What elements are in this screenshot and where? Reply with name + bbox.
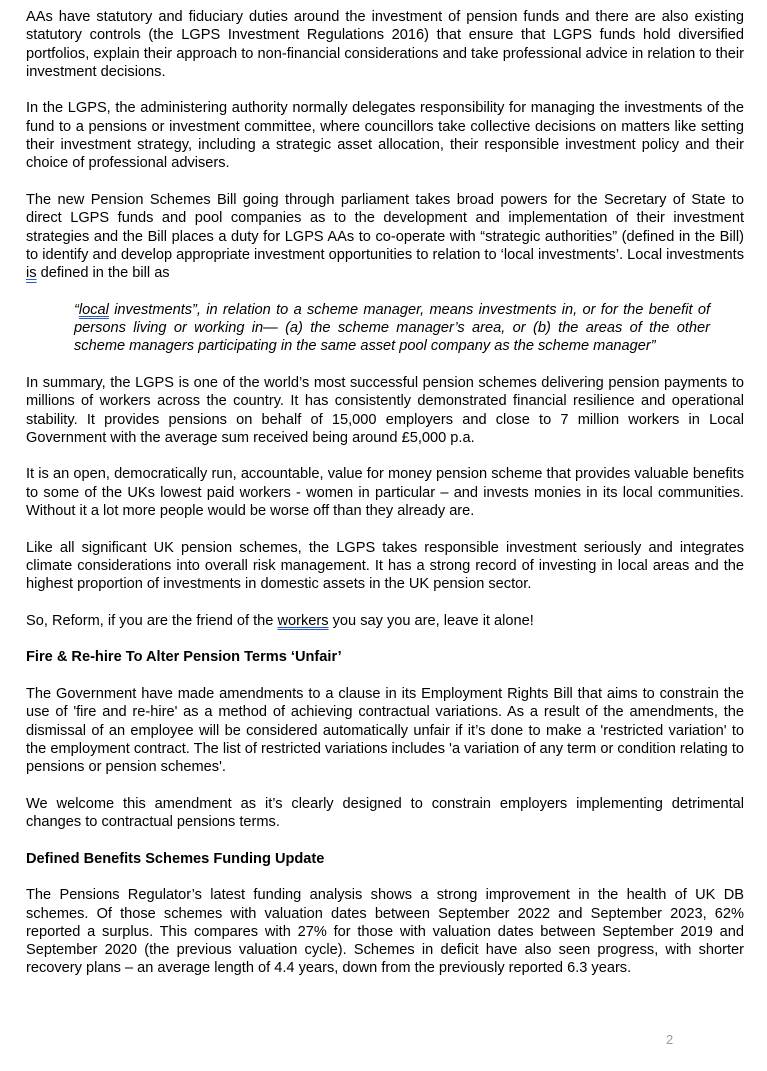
quote-text: investments”, in relation to a scheme manager, means investments in, or for the benefit of persons living or working in— (a) the scheme manager’s area, or (b) the areas of the other scheme managers participating in the same asset pool company as the scheme manager”	[74, 301, 710, 355]
quote-open-mark: “	[74, 301, 79, 318]
local-investments-definition-quote	[74, 301, 710, 356]
paragraph-statutory-duties: AAs have statutory and fiduciary duties around the investment of pension funds and there are also existing statutory controls (the LGPS Investment Regulations 2016) that ensure that LGPS funds hold diversified portfolios, explain their approach to non-financial considerations and take professional advice in relation to their investment decisions.	[26, 9, 744, 80]
paragraph-lgps-committees: In the LGPS, the administering authority normally delegates responsibility for managing the investments of the fund to a pensions or investment committee, where councillors take collective decisions on matters like setting their investment strategy, including a strategic asset allocation, their responsible investment policy and their choice of professional advisers.	[26, 100, 744, 172]
reform-text-part-2: you say you are, leave it alone!	[328, 612, 534, 629]
heading-db-funding-update: Defined Benefits Schemes Funding Update	[26, 850, 325, 867]
document-page	[26, 8, 744, 996]
proofing-marked-word-local: local	[78, 301, 109, 318]
paragraph-employment-rights-bill: The Government have made amendments to a clause in its Employment Rights Bill that aims to constrain the use of 'fire and re-hire' as a method of achieving contractual variations. As a result of the amendments, the dismissal of an employee will be considered automatically unfair if it’s done to make a 'restricted variation' to the employment contract. The list of restricted variations includes 'a variation of any term or condition relating to pensions or pension schemes'.	[26, 685, 744, 776]
heading-fire-and-rehire: Fire & Re-hire To Alter Pension Terms ‘Unfair’	[26, 649, 342, 666]
page-number: 2	[666, 1032, 674, 1047]
reform-text-part-1: So, Reform, if you are the friend of the	[26, 612, 278, 629]
bill-text-part-1: The new Pension Schemes Bill going through parliament takes broad powers for the Secretary of State to direct LGPS funds and pool companies as to the development and implementation of their investment strategies and the Bill places a duty for LGPS AAs to co-operate with “strategic authorities” (defined in the Bill) to identify and develop appropriate investment opportunities to relation to ‘local investments’. Local investments	[26, 191, 744, 263]
proofing-marked-word-workers: workers	[277, 612, 329, 629]
paragraph-amendment-welcome: We welcome this amendment as it’s clearly designed to constrain employers implementing detrimental changes to contractual pensions terms.	[26, 795, 744, 831]
bill-text-part-2: defined in the bill as	[36, 265, 170, 282]
paragraph-reform-message	[26, 612, 744, 630]
proofing-marked-word-is: is	[26, 265, 37, 282]
paragraph-pension-schemes-bill	[26, 191, 744, 282]
paragraph-open-scheme: It is an open, democratically run, accountable, value for money pension scheme that provides valuable benefits to some of the UKs lowest paid workers - women in particular – and invests monies in its local communities. Without it a lot more people would be worse off than they already are.	[26, 466, 744, 520]
paragraph-pensions-regulator-analysis: The Pensions Regulator’s latest funding analysis shows a strong improvement in the health of UK DB schemes. Of those schemes with valuation dates between September 2022 and September 2023, 62% reported a surplus. This compares with 27% for those with valuation dates between September 2019 and September 2020 (the previous valuation cycle). Schemes in deficit have also seen progress, with shorter recovery plans – an average length of 4.4 years, down from the previously reported 6.3 years.	[26, 887, 744, 977]
paragraph-responsible-investment: Like all significant UK pension schemes, the LGPS takes responsible investment seriously and integrates climate considerations into overall risk management. It has a strong record of investing in local areas and the highest proportion of investments in domestic assets in the UK pension sector.	[26, 539, 744, 593]
paragraph-lgps-summary: In summary, the LGPS is one of the world’s most successful pension schemes delivering pension payments to millions of workers across the country. It has consistently demonstrated financial resilience and operational stability. It provides pensions on behalf of 15,000 employers and close to 7 million workers in Local Government with the average sum received being around £5,000 p.a.	[26, 374, 744, 446]
